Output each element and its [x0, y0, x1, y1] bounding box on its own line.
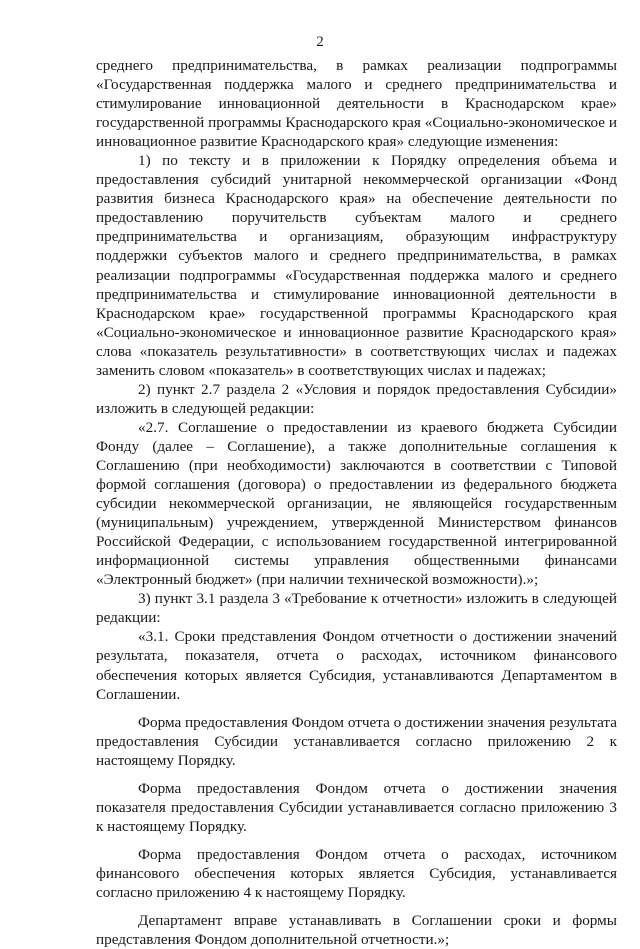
paragraph-additional-reporting: Департамент вправе устанавливать в Соглашении сроки и формы представления Фондом дополнительной отчетности.»; [96, 912, 617, 949]
paragraph-item-1: 1) по тексту и в приложении к Порядку определения объема и предоставления субсидий унитарной некоммерческой организации «Фонд развития бизнеса Краснодарского края» на обеспечение деятельности по предоставлению поручительств субъектам малого и среднего предпринимательства и организациям, образующим инфраструктуру поддержки субъектов малого и среднего предпринимательства, в рамках реализации подпрограммы «Государственная поддержка малого и среднего предпринимательства и стимулирование инновационной деятельности в Краснодарском крае» государственной программы Краснодарского края «Социально-экономическое и инновационное развитие Краснодарского края» слова «показатель результативности» в соответствующих числах и падежах заменить словом «показатель» в соответствующих числах и падежах; [96, 152, 617, 379]
paragraph-clause-2-7: «2.7. Соглашение о предоставлении из краевого бюджета Субсидии Фонду (далее – Соглашение), а также дополнительные соглашения к Соглашению (при необходимости) заключаются в соответствии с Типовой формой соглашения (договора) о предоставлении из федерального бюджета субсидии некоммерческой организации, не являющейся государственным (муниципальным) учреждением, утвержденной Министерством финансов Российской Федерации, с использованием государственной интегрированной информационной системы управления общественными финансами «Электронный бюджет» (при наличии технической возможности).»; [96, 418, 617, 589]
document-body [96, 56, 617, 949]
paragraph-indicator-report-form: Форма предоставления Фондом отчета о достижении значения показателя предоставления Субсидии устанавливается согласно приложению 3 к настоящему Порядку. [96, 779, 617, 835]
paragraph-clause-3-1: «3.1. Сроки представления Фондом отчетности о достижении значений результата, показателя, отчета о расходах, источником финансового обеспечения которых является Субсидия, устанавливаются Департаментом в Соглашении. [96, 628, 617, 703]
page-number: 2 [316, 34, 324, 50]
paragraph-result-report-form: Форма предоставления Фондом отчета о достижении значения результата предоставления Субсидии устанавливается согласно приложению 2 к настоящему Порядку. [96, 713, 617, 769]
paragraph-intro-continuation: среднего предпринимательства, в рамках реализации подпрограммы «Государственная поддержка малого и среднего предпринимательства и стимулирование инновационной деятельности в Краснодарском крае» государственной программы Краснодарского края «Социально-экономическое и инновационное развитие Краснодарского края» следующие изменения: [96, 57, 617, 151]
paragraph-item-3: 3) пункт 3.1 раздела 3 «Требование к отчетности» изложить в следующей редакции: [96, 590, 617, 627]
paragraph-expense-report-form: Форма предоставления Фондом отчета о расходах, источником финансового обеспечения которых является Субсидия, устанавливается согласно приложению 4 к настоящему Порядку. [96, 845, 617, 901]
paragraph-item-2: 2) пункт 2.7 раздела 2 «Условия и порядок предоставления Субсидии» изложить в следующей редакции: [96, 380, 617, 417]
